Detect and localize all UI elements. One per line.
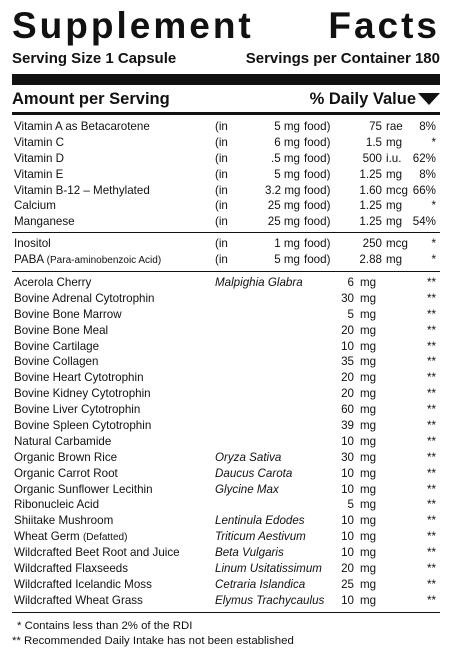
ingredient-unit: mg <box>360 323 377 337</box>
daily-value: ** <box>426 434 436 448</box>
triangle-down-icon <box>418 93 440 105</box>
servings-per-container: Servings per Container 180 <box>245 50 440 67</box>
food-unit: food) <box>304 215 331 229</box>
ingredient-name-text: Bovine Cartilage <box>14 339 100 353</box>
nutrient-name-text: Vitamin D <box>14 151 65 165</box>
ingredient-row <box>12 275 440 291</box>
nutrient-name-text: Vitamin A as Betacarotene <box>14 120 150 133</box>
nutrient-amount: 1.25 <box>359 199 382 213</box>
ingredient-name-text: Bovine Collagen <box>14 355 99 369</box>
others-section <box>12 233 440 271</box>
food-quantity: 25 mg <box>267 215 300 229</box>
nutrient-name-text: Vitamin B-12 – Methylated <box>14 183 150 197</box>
ingredient-row <box>12 307 440 323</box>
ingredient-row <box>12 386 440 402</box>
footnote-rdi: * Contains less than 2% of the RDI <box>17 619 193 632</box>
ingredient-row <box>12 402 440 418</box>
nutrient-amount: 1.5 <box>365 135 382 149</box>
daily-value: ** <box>426 323 436 337</box>
ingredient-name <box>14 307 122 323</box>
ingredient-unit: mg <box>360 339 377 353</box>
ingredient-name <box>14 561 128 577</box>
scientific-name: Linum Usitatissimum <box>215 562 322 576</box>
ingredient-name-text: Organic Brown Rice <box>14 450 118 464</box>
ingredient-name <box>14 275 91 291</box>
ingredient-name <box>14 593 143 609</box>
ingredient-name-text: Wheat Germ <box>14 530 80 544</box>
ingredient-row <box>12 450 440 466</box>
ingredient-amount: 20 <box>341 323 354 337</box>
nutrient-row <box>12 198 440 214</box>
food-unit: food) <box>304 151 331 165</box>
amount-header <box>12 88 440 110</box>
ingredient-name-text: Wildcrafted Icelandic Moss <box>14 577 152 591</box>
ingredient-amount: 10 <box>341 482 354 496</box>
ingredient-row <box>12 482 440 498</box>
ingredient-amount: 35 <box>341 355 354 369</box>
ingredient-unit: mg <box>360 434 377 448</box>
food-unit: food) <box>304 237 331 251</box>
ingredient-amount: 30 <box>341 450 354 464</box>
nutrient-amount-unit: rae <box>386 120 403 133</box>
ingredient-amount: 10 <box>341 339 354 353</box>
daily-value: ** <box>426 498 436 512</box>
food-unit: food) <box>304 253 331 267</box>
nutrient-amount: 1.25 <box>359 167 382 181</box>
scientific-name: Daucus Carota <box>215 466 293 480</box>
nutrient-amount-unit: mcg <box>386 183 408 197</box>
daily-value: ** <box>426 466 436 480</box>
food-unit: food) <box>304 199 331 213</box>
ingredient-amount: 20 <box>341 371 354 385</box>
ingredient-row <box>12 497 440 513</box>
nutrient-name <box>14 151 64 167</box>
nutrient-amount: 1.60 <box>359 183 382 197</box>
nutrient-row <box>12 236 440 252</box>
ingredient-name <box>14 466 118 482</box>
ingredient-name-text: Acerola Cherry <box>14 276 92 290</box>
nutrient-name <box>14 214 75 230</box>
ingredient-amount: 10 <box>341 466 354 480</box>
ingredient-row <box>12 434 440 450</box>
ingredient-unit: mg <box>360 403 377 417</box>
daily-value: 62% <box>412 151 436 165</box>
ingredient-name <box>14 513 113 529</box>
nutrient-name-text: PABA <box>14 253 44 267</box>
food-quantity: 25 mg <box>267 199 300 213</box>
ingredient-row <box>12 466 440 482</box>
ingredient-unit: mg <box>360 482 377 496</box>
ingredient-unit: mg <box>360 466 377 480</box>
ingredient-row <box>12 513 440 529</box>
ingredient-unit: mg <box>360 355 377 369</box>
daily-value: ** <box>426 276 436 290</box>
daily-value: ** <box>426 577 436 591</box>
ingredient-name <box>14 402 140 418</box>
ingredient-unit: mg <box>360 530 377 544</box>
ingredient-unit: mg <box>360 546 377 560</box>
nutrient-name <box>14 183 150 199</box>
ingredient-name <box>14 482 153 498</box>
ingredient-amount: 39 <box>341 419 354 433</box>
ingredient-row <box>12 561 440 577</box>
ingredient-name <box>14 291 155 307</box>
ingredient-name-text: Wildcrafted Wheat Grass <box>14 593 143 607</box>
daily-value: * <box>431 135 436 149</box>
ingredient-row <box>12 323 440 339</box>
ingredient-row <box>12 354 440 370</box>
nutrient-row <box>12 167 440 183</box>
ingredient-row <box>12 370 440 386</box>
nutrient-amount: 75 <box>369 120 382 133</box>
ingredient-unit: mg <box>360 577 377 591</box>
ingredient-name-text: Natural Carbamide <box>14 434 112 448</box>
ingredient-name-text: Bovine Bone Marrow <box>14 307 122 321</box>
daily-value: ** <box>426 339 436 353</box>
ingredient-unit: mg <box>360 276 377 290</box>
nutrient-name-text: Inositol <box>14 237 51 251</box>
ingredient-unit: mg <box>360 514 377 528</box>
ingredient-row <box>12 545 440 561</box>
nutrient-amount: 1.25 <box>359 215 382 229</box>
food-quantity: 5 mg <box>274 120 300 133</box>
ingredient-row <box>12 577 440 593</box>
daily-value: ** <box>426 371 436 385</box>
ingredient-name <box>14 418 151 434</box>
scientific-name: Lentinula Edodes <box>215 514 305 528</box>
ingredient-unit: mg <box>360 419 377 433</box>
ingredient-amount: 5 <box>347 307 354 321</box>
daily-value: * <box>431 199 436 213</box>
ingredient-unit: mg <box>360 498 377 512</box>
ingredient-name <box>14 339 99 355</box>
food-unit: food) <box>304 120 331 133</box>
ingredients-section <box>12 272 440 612</box>
nutrient-amount-unit: mg <box>386 253 403 267</box>
ingredient-name-text: Bovine Bone Meal <box>14 323 109 337</box>
nutrient-amount-unit: mcg <box>386 237 408 251</box>
vitamins-section <box>12 115 440 232</box>
food-unit: food) <box>304 183 331 197</box>
ingredient-name-text: Wildcrafted Beet Root and Juice <box>14 546 180 560</box>
ingredient-name-text: Wildcrafted Flaxseeds <box>14 562 129 576</box>
nutrient-name <box>14 236 51 252</box>
food-unit: food) <box>304 167 331 181</box>
food-in-label: (in <box>215 215 228 229</box>
ingredient-amount: 10 <box>341 593 354 607</box>
nutrient-amount-unit: mg <box>386 215 403 229</box>
daily-value-label: % Daily Value <box>309 90 416 108</box>
scientific-name: Cetraria Islandica <box>215 577 306 591</box>
ingredient-amount: 10 <box>341 546 354 560</box>
nutrient-amount: 500 <box>362 151 382 165</box>
food-in-label: (in <box>215 120 228 133</box>
ingredient-row <box>12 593 440 609</box>
ingredient-unit: mg <box>360 371 377 385</box>
daily-value: ** <box>426 387 436 401</box>
daily-value: ** <box>426 291 436 305</box>
ingredient-amount: 10 <box>341 530 354 544</box>
daily-value: ** <box>426 419 436 433</box>
ingredient-name-text: Shiitake Mushroom <box>14 514 114 528</box>
nutrient-name-text: Manganese <box>14 215 75 229</box>
thin-divider <box>12 612 440 613</box>
food-in-label: (in <box>215 167 228 181</box>
ingredient-name-note: (Defatted) <box>82 532 128 544</box>
ingredient-row <box>12 529 440 545</box>
scientific-name: Malpighia Glabra <box>215 276 303 290</box>
nutrient-row <box>12 252 440 268</box>
title-right: Facts <box>328 5 440 46</box>
food-quantity: 5 mg <box>274 167 300 181</box>
food-in-label: (in <box>215 237 228 251</box>
scientific-name: Elymus Trachycaulus <box>215 593 325 607</box>
nutrient-name <box>14 119 150 135</box>
ingredient-amount: 20 <box>341 387 354 401</box>
ingredient-amount: 10 <box>341 514 354 528</box>
title-left: Supplement <box>12 5 254 46</box>
nutrient-amount-unit: mg <box>386 135 403 149</box>
nutrient-amount: 250 <box>362 237 382 251</box>
food-in-label: (in <box>215 199 228 213</box>
nutrient-name <box>14 167 63 183</box>
amount-per-serving: Amount per Serving <box>12 90 170 108</box>
ingredient-name <box>14 323 108 339</box>
food-quantity: 5 mg <box>274 253 300 267</box>
daily-value-header <box>310 88 440 110</box>
nutrient-row <box>12 183 440 199</box>
food-quantity: 3.2 mg <box>265 183 301 197</box>
daily-value: ** <box>426 530 436 544</box>
ingredient-name-text: Bovine Heart Cytotrophin <box>14 371 144 385</box>
ingredient-unit: mg <box>360 291 377 305</box>
daily-value: 8% <box>419 120 436 133</box>
ingredient-amount: 60 <box>341 403 354 417</box>
food-quantity: 6 mg <box>274 135 300 149</box>
food-in-label: (in <box>215 135 228 149</box>
ingredient-unit: mg <box>360 387 377 401</box>
ingredient-name <box>14 370 144 386</box>
ingredient-name <box>14 577 152 593</box>
food-in-label: (in <box>215 151 228 165</box>
daily-value: 54% <box>412 215 436 229</box>
nutrient-name-text: Vitamin E <box>14 167 64 181</box>
scientific-name: Beta Vulgaris <box>215 546 284 560</box>
daily-value: * <box>431 237 436 251</box>
ingredient-amount: 25 <box>341 577 354 591</box>
ingredient-amount: 6 <box>347 276 354 290</box>
nutrient-name <box>14 135 64 151</box>
daily-value: ** <box>426 450 436 464</box>
nutrient-row <box>12 214 440 230</box>
ingredient-amount: 30 <box>341 291 354 305</box>
supplement-facts-panel <box>12 0 440 649</box>
ingredient-name-text: Bovine Liver Cytotrophin <box>14 403 141 417</box>
ingredient-name-text: Organic Carrot Root <box>14 466 118 480</box>
nutrient-amount-unit: mg <box>386 167 403 181</box>
nutrient-row <box>12 119 440 135</box>
ingredient-row <box>12 418 440 434</box>
ingredient-unit: mg <box>360 307 377 321</box>
ingredient-amount: 20 <box>341 562 354 576</box>
daily-value: ** <box>426 482 436 496</box>
nutrient-amount-unit: mg <box>386 199 403 213</box>
ingredient-amount: 5 <box>347 498 354 512</box>
footnote-no-rdi: ** Recommended Daily Intake has not been established <box>12 634 294 647</box>
ingredient-name <box>14 354 98 370</box>
ingredient-name <box>14 386 151 402</box>
food-unit: food) <box>304 135 331 149</box>
thick-divider <box>12 74 440 85</box>
ingredient-unit: mg <box>360 593 377 607</box>
food-in-label: (in <box>215 183 228 197</box>
daily-value: 66% <box>412 183 436 197</box>
food-in-label: (in <box>215 253 228 267</box>
ingredient-name-text: Bovine Adrenal Cytotrophin <box>14 291 155 305</box>
nutrient-row <box>12 151 440 167</box>
ingredient-row <box>12 291 440 307</box>
ingredient-name <box>14 434 111 450</box>
ingredient-amount: 10 <box>341 434 354 448</box>
scientific-name: Triticum Aestivum <box>215 530 306 544</box>
serving-size: Serving Size 1 Capsule <box>12 50 177 67</box>
nutrient-name-note: (Para-aminobenzoic Acid) <box>46 255 162 267</box>
ingredient-name <box>14 529 127 546</box>
ingredient-name-text: Bovine Kidney Cytotrophin <box>14 387 151 401</box>
nutrient-amount-unit: i.u. <box>386 151 402 165</box>
daily-value: ** <box>426 593 436 607</box>
nutrient-name-text: Calcium <box>14 199 56 213</box>
ingredient-name <box>14 497 99 513</box>
ingredient-name-text: Bovine Spleen Cytotrophin <box>14 419 152 433</box>
ingredient-name-text: Organic Sunflower Lecithin <box>14 482 153 496</box>
food-quantity: .5 mg <box>271 151 300 165</box>
nutrient-name <box>14 252 161 269</box>
serving-info <box>12 50 440 70</box>
scientific-name: Glycine Max <box>215 482 279 496</box>
ingredient-name <box>14 545 180 561</box>
daily-value: ** <box>426 514 436 528</box>
ingredient-name-text: Ribonucleic Acid <box>14 498 100 512</box>
food-quantity: 1 mg <box>274 237 300 251</box>
daily-value: ** <box>426 562 436 576</box>
nutrient-row <box>12 135 440 151</box>
nutrient-amount: 2.88 <box>359 253 382 267</box>
daily-value: ** <box>426 403 436 417</box>
ingredient-row <box>12 339 440 355</box>
nutrient-name-text: Vitamin C <box>14 135 65 149</box>
daily-value: 8% <box>419 167 436 181</box>
scientific-name: Oryza Sativa <box>215 450 282 464</box>
daily-value: ** <box>426 355 436 369</box>
ingredient-name <box>14 450 117 466</box>
daily-value: ** <box>426 307 436 321</box>
ingredient-unit: mg <box>360 450 377 464</box>
daily-value: * <box>431 253 436 267</box>
nutrient-name <box>14 198 56 214</box>
panel-title <box>12 6 440 46</box>
daily-value: ** <box>426 546 436 560</box>
ingredient-unit: mg <box>360 562 377 576</box>
